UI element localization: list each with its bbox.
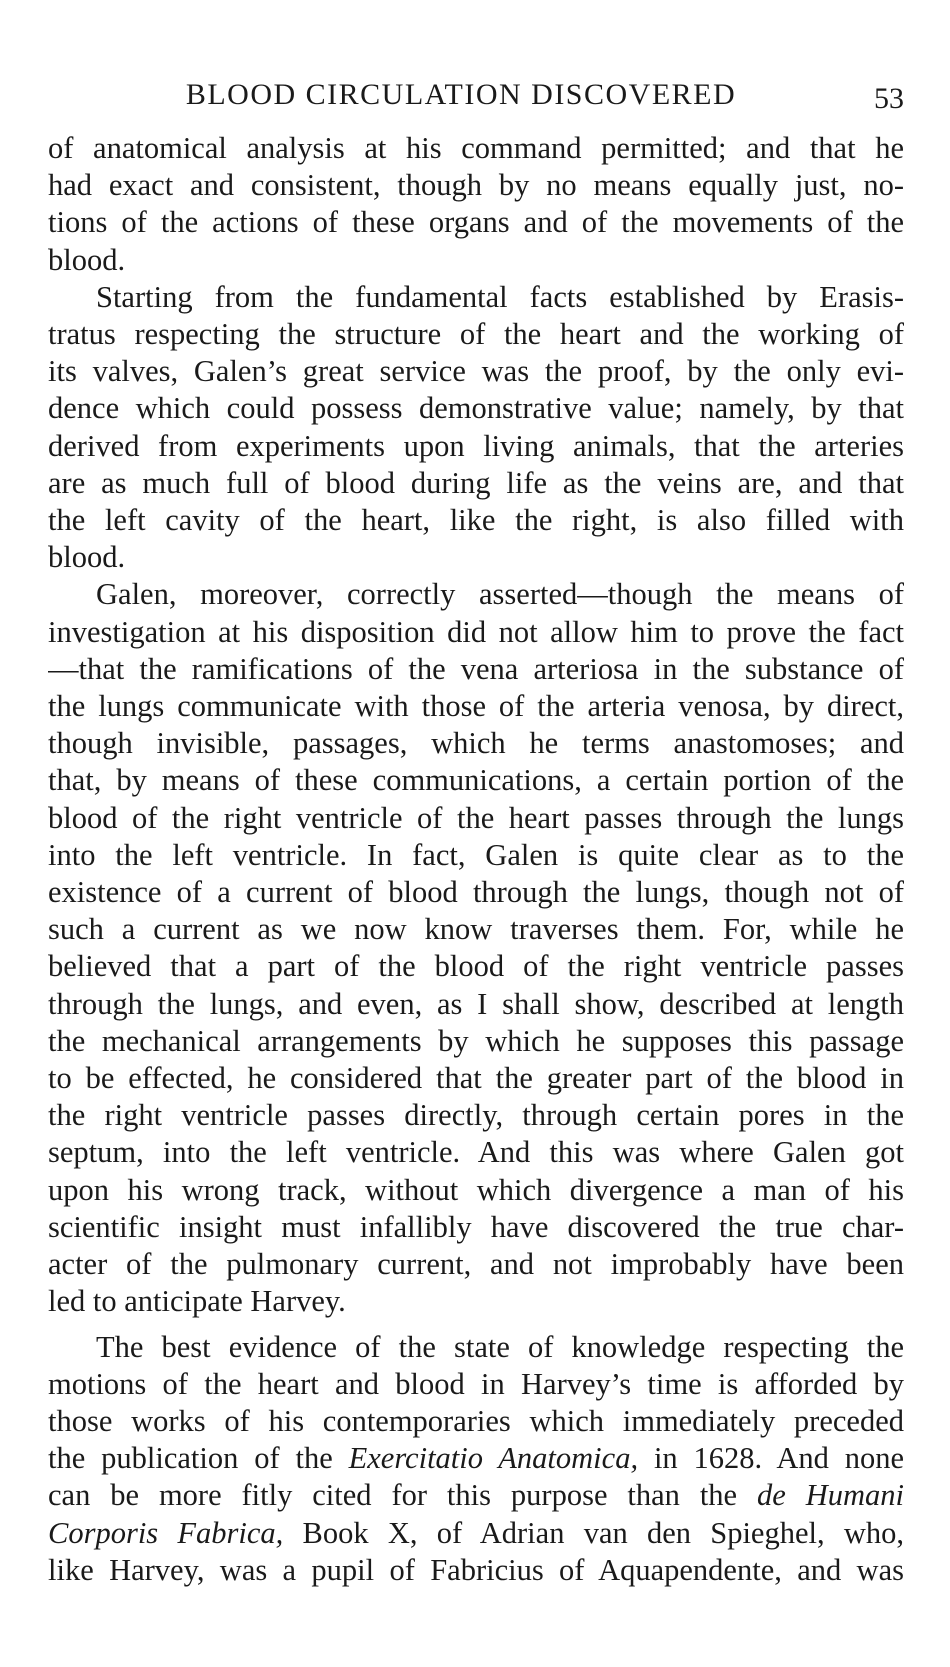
text-run: the publication of the [48,1441,349,1476]
text-line: dence which could possess demonstrative value; namely, by that [48,391,904,426]
text-run: can be more fitly cited for this purpose than the [48,1478,757,1513]
text-line: tions of the actions of these organs and of the movements of the [48,205,904,240]
text-run: Book X, of Adrian van den Spieghel, who, [283,1515,904,1550]
text-line: upon his wrong track, without which divergence a man of his [48,1172,904,1207]
text-line: septum, into the left ventricle. And this was where Galen got [48,1135,904,1170]
text-line: acter of the pulmonary current, and not improbably have been [48,1247,904,1282]
text-line [48,1515,904,1552]
text-line: Galen, moreover, correctly asserted—though the means of [96,577,904,612]
text-line: its valves, Galen’s great service was the proof, by the only evi- [48,354,904,389]
text-line: the mechanical arrangements by which he supposes this passage [48,1023,904,1058]
text-line: are as much full of blood during life as the veins are, and that [48,465,904,500]
paragraph-3 [48,576,904,1320]
text-line: existence of a current of blood through the lungs, though not of [48,875,904,910]
paragraph-4 [48,1329,904,1589]
text-line: into the left ventricle. In fact, Galen is quite clear as to the [48,837,904,872]
text-line: investigation at his disposition did not allow him to prove the fact [48,614,904,649]
text-line: believed that a part of the blood of the right ventricle passes [48,949,904,984]
book-title-italic: de Humani [757,1478,904,1513]
text-line: —that the ramifications of the vena arteriosa in the substance of [48,651,904,686]
text-line: tratus respecting the structure of the heart and the working of [48,317,904,352]
text-line: the right ventricle passes directly, through certain pores in the [48,1098,904,1133]
text-line: Starting from the fundamental facts established by Erasis- [96,279,904,314]
text-line: motions of the heart and blood in Harvey’s time is afforded by [48,1366,904,1401]
running-title: BLOOD CIRCULATION DISCOVERED [185,78,737,111]
text-line: blood. [48,540,126,575]
text-line: of anatomical analysis at his command permitted; and that he [48,131,904,165]
page-number: 53 [874,82,904,115]
text-line: had exact and consistent, though by no means equally just, no- [48,168,904,203]
text-line [48,1477,904,1514]
text-line [48,1440,904,1477]
text-run: in 1628. And none [638,1441,904,1476]
book-page [48,68,904,1589]
text-line: scientific insight must infallibly have discovered the true char- [48,1209,904,1244]
paragraph-2 [48,279,904,577]
text-line: blood of the right ventricle of the heart passes through the lungs [48,800,904,835]
text-line: such a current as we now know traverses them. For, while he [48,912,904,947]
text-line: blood. [48,242,126,277]
running-head [48,68,904,118]
text-line: led to anticipate Harvey. [48,1284,346,1319]
book-title-italic: Exercitatio Anatomica, [348,1441,639,1476]
text-line: derived from experiments upon living animals, that the arteries [48,428,904,463]
text-line: that, by means of these communications, a certain portion of the [48,763,904,798]
text-line: The best evidence of the state of knowledge respecting the [96,1329,904,1364]
text-line: though invisible, passages, which he terms anastomoses; and [48,726,904,761]
text-line: through the lungs, and even, as I shall show, described at length [48,986,904,1021]
text-line: those works of his contemporaries which immediately preceded [48,1403,904,1438]
text-line: like Harvey, was a pupil of Fabricius of Aquapendente, and was [48,1552,904,1587]
paragraph-1 [48,130,904,279]
text-line: the left cavity of the heart, like the right, is also filled with [48,503,904,538]
text-line: the lungs communicate with those of the arteria venosa, by direct, [48,689,904,724]
body-text [48,130,904,1589]
book-title-italic: Corporis Fabrica, [48,1515,284,1550]
text-line: to be effected, he considered that the greater part of the blood in [48,1061,904,1096]
